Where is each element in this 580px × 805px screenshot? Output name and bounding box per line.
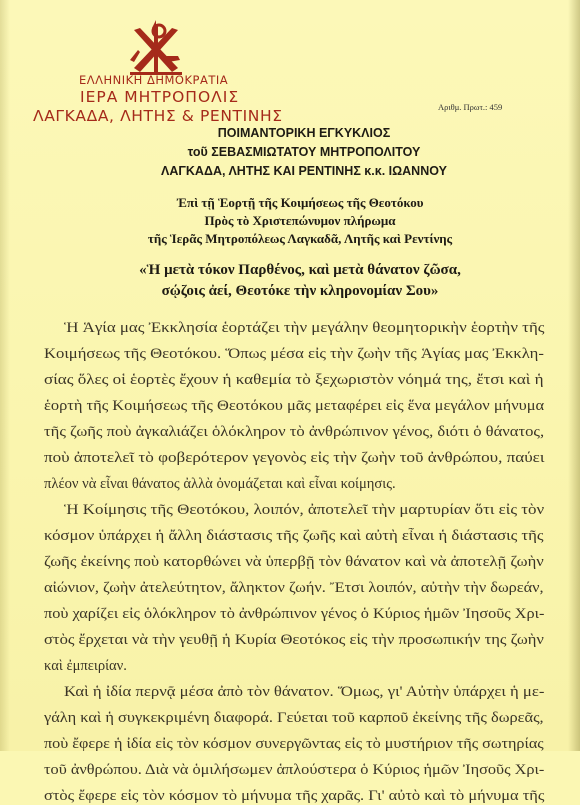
body-line: ἑορτὴ τῆς Κοιμήσεως τῆς Θεοτόκου μᾶς μεταφέρει εἰς ἕνα μεγάλον μήνυμα: [44, 398, 545, 414]
body-line: κόσμον ὑπάρχει ἡ ἄλλη διάστασις τῆς ζωῆς καὶ αὐτὴ εἶναι ἡ διάστασις τῆς: [44, 528, 544, 544]
metropolis-sees: ΛΑΓΚΑΔΑ, ΛΗΤΗΣ & ΡΕΝΤΙΝΗΣ: [33, 107, 283, 125]
body-line: πλέον νὰ εἶναι θάνατος ἀλλὰ ὀνομάζεται καὶ εἶναι κοίμησις.: [44, 476, 396, 492]
body-line: ζωῆς ἐκείνης ποὺ κατορθώνει νὰ ὑπερβῇ τὸν θάνατον καὶ νὰ ἀποτελῇ ζωὴν: [44, 554, 544, 570]
body-line: γάλη καὶ ἡ συγκεκριμένη διαφορά. Γεύεται τοῦ καρποῦ ἐκείνης τῆς δωρεᾶς,: [44, 710, 544, 726]
body-line: ποὺ ἀποτελεῖ τὸ φοβερότερον γεγονὸς εἰς τὴν ζωὴν τοῦ ἀνθρώπου, παύει: [44, 450, 545, 466]
addressee-line: Πρὸς τὸ Χριστεπώνυμον πλήρωμα: [204, 213, 396, 228]
body-line: καὶ ἐμπειρίαν.: [44, 658, 127, 674]
document-title-author: τοῦ ΣΕΒΑΣΜΙΩΤΑΤΟΥ ΜΗΤΡΟΠΟΛΙΤΟΥ: [187, 145, 421, 159]
page-edge-shadow: [568, 0, 580, 751]
hymn-quote-line: σῴζοις ἀεί, Θεοτόκε τὴν κληρονομίαν Σου»: [161, 283, 439, 299]
body-line: Κοιμήσεως τῆς Θεοτόκου. Ὅπως μέσα εἰς τὴν ζωὴν τῆς Ἁγίας μας Ἐκκλη-: [44, 346, 544, 362]
body-line: στὸς ἔφερε εἰς τὸν κόσμον τὸ μήνυμα τῆς χαρᾶς. Γι' αὐτὸ καὶ τὸ μήνυμα τῆς: [44, 788, 545, 804]
metropolis-name: ΙΕΡΑ ΜΗΤΡΟΠΟΛΙΣ: [80, 88, 240, 106]
document-title: ΠΟΙΜΑΝΤΟΡΙΚΗ ΕΓΚΥΚΛΙΟΣ: [217, 126, 391, 140]
body-line: στὸς ἔρχεται νὰ τὴν γευθῇ ἡ Κυρία Θεοτόκος εἰς τὴν προσωπικήν της ζωὴν: [44, 632, 544, 648]
body-line: Καὶ ἡ ἰδία περνᾷ μέσα ἀπὸ τὸν θάνατον. Ὅμως, γι' Αὐτὴν ὑπάρχει ἡ με-: [64, 684, 545, 700]
body-line: Ἡ Κοίμησις τῆς Θεοτόκου, λοιπόν, ἀποτελεῖ τὴν μαρτυρίαν ὅτι εἰς τὸν: [64, 502, 545, 518]
state-name: ΕΛΛΗΝΙΚΗ ΔΗΜΟΚΡΑΤΙΑ: [79, 73, 229, 87]
body-line: σίας ὅλες οἱ ἑορτὲς ἔχουν ἡ καθεμία τὸ ξεχωριστὸν νόημά της, ἔτσι καὶ ἡ: [44, 372, 544, 388]
page-edge-shadow: [0, 0, 10, 751]
occasion-line: Ἐπὶ τῇ Ἑορτῇ τῆς Κοιμήσεως τῆς Θεοτόκου: [176, 195, 424, 210]
body-line: τοῦ ἀνθρώπου. Διὰ νὰ ὁμιλήσωμεν ἁπλούστερα ὁ Κύριος ἡμῶν Ἰησοῦς Χρι-: [44, 762, 545, 778]
body-line: ποὺ ἔφερε ἡ ἰδία εἰς τὸν κόσμον συνεργῶντας εἰς τὸ μυστήριον τῆς σωτηρίας: [44, 736, 544, 752]
addressee-line: τῆς Ἱερᾶς Μητροπόλεως Λαγκαδᾶ, Λητῆς καὶ Ρεντίνης: [147, 231, 453, 246]
body-line: τῆς ζωῆς ποὺ ἀγκαλιάζει ὁλόκληρον τὸ ἀνθρώπινον γένος, διότι ὁ θάνατος,: [44, 424, 545, 440]
body-line: Ἡ Ἁγία μας Ἐκκλησία ἑορτάζει τὴν μεγάλην θεομητορικὴν ἑορτὴν τῆς: [64, 320, 545, 336]
protocol-number: Αριθμ. Πρωτ.: 459: [438, 102, 503, 112]
body-line: αἰώνιον, ζωὴν ἀτελεύτητον, ἄληκτον ζωήν. Ἔτσι λοιπόν, αὐτὴν τὴν δωρεάν,: [44, 580, 544, 596]
chi-rho-monogram-icon: [126, 16, 186, 78]
body-line: ποὺ χαρίζει εἰς ὁλόκληρον τὸ ἀνθρώπινον γένος ὁ Κύριος ἡμῶν Ἰησοῦς Χρι-: [44, 606, 545, 622]
document-title-author-name: ΛΑΓΚΑΔΑ, ΛΗΤΗΣ ΚΑΙ ΡΕΝΤΙΝΗΣ κ.κ. ΙΩΑΝΝΟΥ: [161, 164, 447, 178]
hymn-quote-line: «Ἡ μετὰ τόκον Παρθένος, καὶ μετὰ θάνατον ζῶσα,: [139, 262, 461, 278]
